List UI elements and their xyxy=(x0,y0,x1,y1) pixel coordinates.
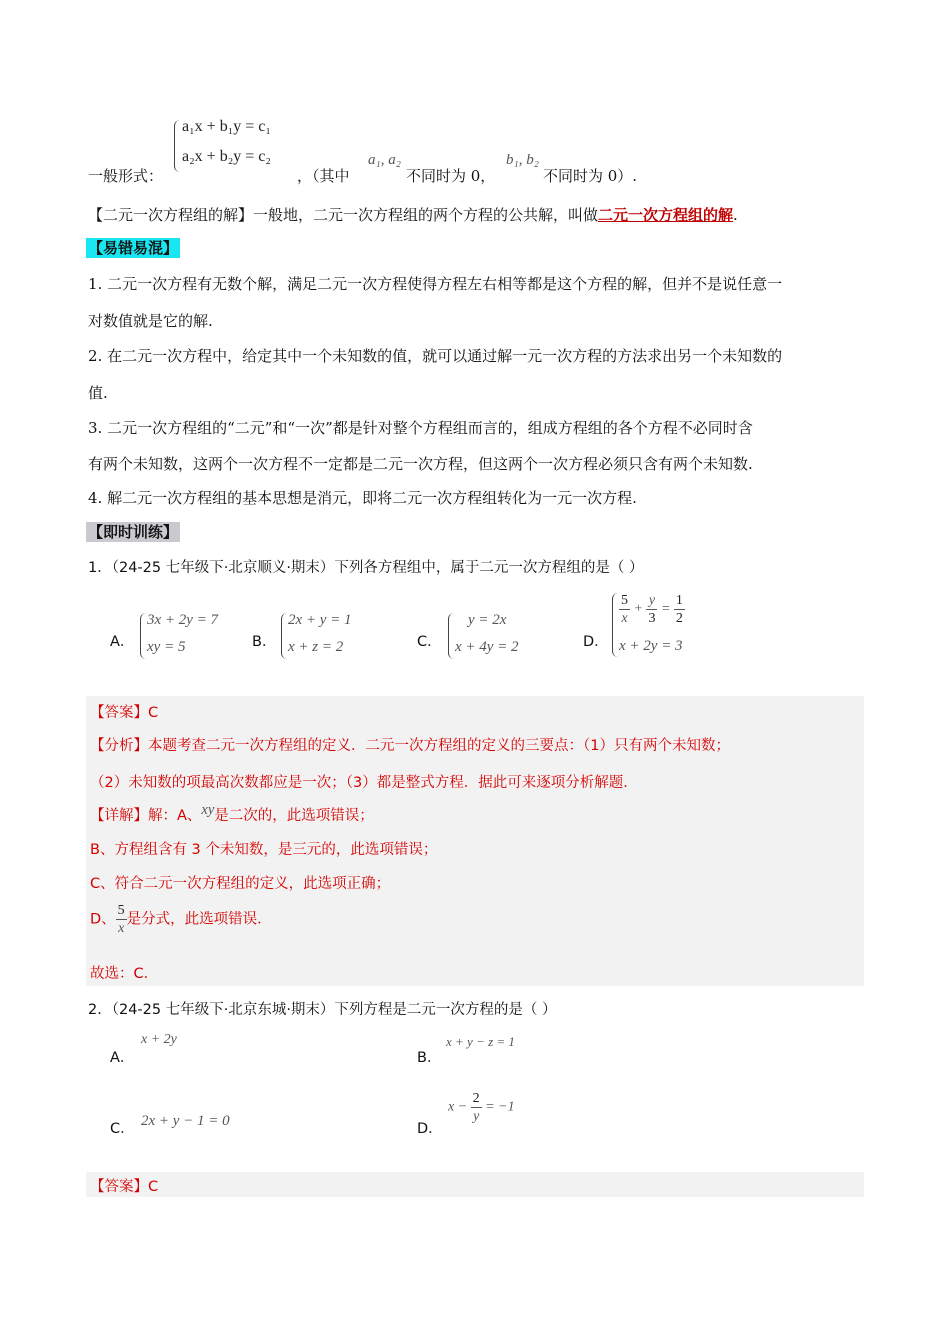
mistake-3-line2: 有两个未知数，这两个一次方程不一定都是二元一次方程，但这两个一次方程必须只含有两个未知数. xyxy=(88,455,753,473)
b-coefficients: b₁, b₂ xyxy=(506,152,539,168)
plus-sign: + xyxy=(633,601,643,617)
mistakes-heading-label: 【易错易混】 xyxy=(88,239,179,257)
definition-end: . xyxy=(733,206,738,224)
q1-a-eq1: 3x + 2y = 7 xyxy=(147,612,219,628)
system-equation-2: a₂x + b₂y = c₂ xyxy=(182,148,271,165)
q1-detail-a xyxy=(90,804,374,825)
fraction-numerator: 1 xyxy=(675,593,683,608)
left-brace xyxy=(281,613,287,659)
q1-b-eq2: x + z = 2 xyxy=(288,639,344,655)
mistake-1-line1: 1. 二元一次方程有无数个解，满足二元一次方程使得方程左右相等都是这个方程的解，但并不是说任意一 xyxy=(88,275,783,293)
q2-option-d-label: D． xyxy=(417,1121,443,1137)
q1-a-eq2: xy = 5 xyxy=(147,639,186,655)
fraction-numerator: y xyxy=(646,592,657,610)
q1-d-eq2: x + 2y = 3 xyxy=(619,638,683,654)
mistake-3-line1: 3. 二元一次方程组的“二元”和“一次”都是针对整个方程组而言的，组成方程组的各个方程不必同时含 xyxy=(88,419,753,437)
d-suffix: = −1 xyxy=(485,1099,515,1115)
q2-option-b-label: B． xyxy=(417,1050,442,1066)
a-note: 不同时为 0， xyxy=(406,167,496,185)
q1-detail-c: C、符合二元一次方程组的定义，此选项正确； xyxy=(90,876,391,892)
q1-option-c-label: C． xyxy=(417,634,442,650)
left-brace xyxy=(174,120,181,172)
detail-a-prefix: 【详解】解：A、 xyxy=(90,808,202,824)
system-equation-1: a₁x + b₁y = c₁ xyxy=(182,118,271,135)
fraction-5-over-x xyxy=(116,902,127,937)
question-2-stem: 2．（24-25 七年级下·北京东城·期末）下列方程是二元一次方程的是（ ） xyxy=(88,1002,557,1018)
fraction-numerator: 5 xyxy=(621,593,628,608)
q2-answer-box xyxy=(86,1172,864,1197)
fraction-denominator: 2 xyxy=(675,611,683,626)
mistake-2-line1: 2. 在二元一次方程中，给定其中一个未知数的值，就可以通过解一元一次方程的方法求出另一个未知数的 xyxy=(88,347,783,365)
fraction-y-over-3 xyxy=(646,592,657,627)
mistakes-heading xyxy=(86,238,180,258)
question-1-stem: 1．（24-25 七年级下·北京顺义·期末）下列各方程组中，属于二元一次方程组的是（ ） xyxy=(88,560,644,576)
left-brace xyxy=(448,613,454,659)
b-note: 不同时为 0）. xyxy=(543,167,638,185)
q1-option-a-label: A． xyxy=(110,634,135,650)
a-coefficients: a₁, a₂ xyxy=(368,152,401,168)
detail-a-suffix: 是二次的，此选项错误； xyxy=(214,808,374,824)
fraction-2-over-y xyxy=(471,1090,482,1125)
definition-bracket-term: 【二元一次方程组的解】 xyxy=(88,206,254,224)
q1-d-eq1 xyxy=(619,592,685,627)
q2-option-d-expr xyxy=(448,1090,515,1125)
q1-b-eq1: 2x + y = 1 xyxy=(288,612,352,628)
q2-option-c-label: C． xyxy=(110,1121,135,1137)
q2-option-a-label: A． xyxy=(110,1050,135,1066)
q2-option-c-expr: 2x + y − 1 = 0 xyxy=(141,1113,230,1129)
left-brace xyxy=(140,613,146,659)
q1-c-eq2: x + 4y = 2 xyxy=(455,639,519,655)
fraction-5-over-x xyxy=(619,592,630,627)
practice-heading-label: 【即时训练】 xyxy=(88,523,179,541)
q1-option-b-system xyxy=(281,612,371,662)
q1-detail-d xyxy=(90,902,272,937)
fraction-denominator: x xyxy=(621,611,628,626)
q1-answer-box xyxy=(86,696,864,986)
general-form-note: ，（其中 xyxy=(297,167,350,185)
detail-d-suffix: 是分式，此选项错误． xyxy=(126,911,272,928)
q1-option-b-label: B． xyxy=(252,634,277,650)
q1-analysis-line2: （2）未知数的项最高次数都应是一次；（3）都是整式方程．据此可来逐项分析解题． xyxy=(90,775,638,791)
left-brace xyxy=(612,593,618,657)
fraction-numerator: 2 xyxy=(472,1091,480,1106)
q1-option-d-label: D． xyxy=(583,634,609,650)
mistake-1-line2: 对数值就是它的解. xyxy=(88,312,213,330)
detail-a-math: xy xyxy=(201,802,215,818)
definition-line xyxy=(88,205,738,225)
general-form-system xyxy=(174,118,304,176)
mistake-4-line1: 4. 解二元一次方程组的基本思想是消元，即将二元一次方程组转化为一元一次方程. xyxy=(88,489,637,507)
q1-detail-b: B、方程组含有 3 个未知数，是三元的，此选项错误； xyxy=(90,842,438,858)
q1-option-c-system xyxy=(448,612,538,662)
practice-heading xyxy=(86,522,180,542)
fraction-denominator: x xyxy=(118,921,125,936)
detail-d-prefix: D、 xyxy=(90,911,116,928)
q1-option-d-system xyxy=(612,592,712,660)
fraction-numerator: 5 xyxy=(117,903,125,918)
mistake-2-line2: 值. xyxy=(88,384,108,402)
q2-option-b-expr: x + y − z = 1 xyxy=(446,1034,515,1049)
q1-analysis-line1: 【分析】本题考查二元一次方程组的定义．二元一次方程组的定义的三要点：（1）只有两个未知数； xyxy=(90,738,730,754)
d-prefix: x − xyxy=(448,1099,468,1115)
definition-key-term: 二元一次方程组的解 xyxy=(598,206,734,224)
fraction-1-over-2 xyxy=(674,592,685,627)
q2-answer-line: 【答案】C xyxy=(90,1179,159,1195)
q1-answer-line: 【答案】C xyxy=(90,705,159,721)
fraction-denominator: 3 xyxy=(648,611,656,626)
definition-text: 一般地，二元一次方程组的两个方程的公共解，叫做 xyxy=(253,206,599,224)
equals-sign: = xyxy=(660,601,671,617)
fraction-denominator: y xyxy=(473,1109,480,1124)
general-form-label: 一般形式： xyxy=(88,167,164,185)
q1-conclusion: 故选：C． xyxy=(90,966,159,982)
q1-option-a-system xyxy=(140,612,240,662)
q2-option-a-expr: x + 2y xyxy=(141,1032,177,1047)
q1-c-eq1: y = 2x xyxy=(468,612,507,628)
